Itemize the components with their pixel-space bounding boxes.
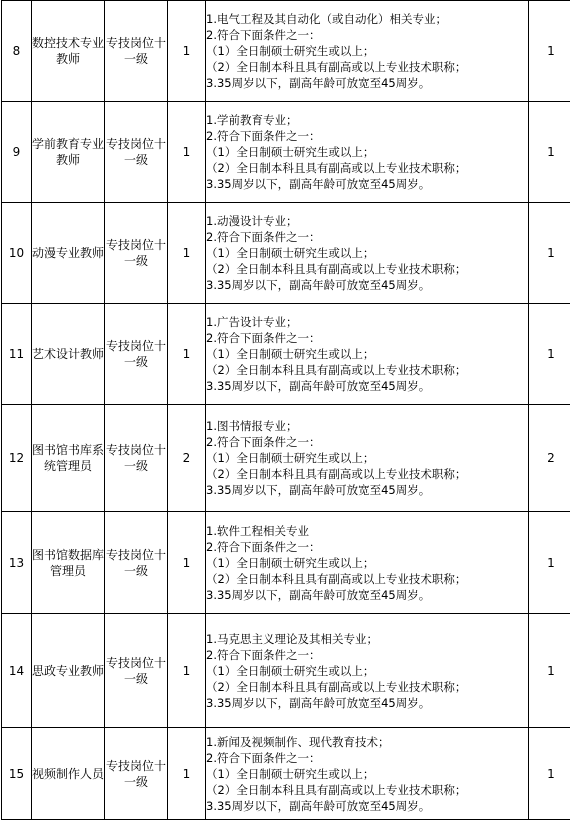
table-body [2,1,570,820]
requirement-line: （1）全日制硕士研究生或以上； [206,44,375,58]
table-row [2,512,570,614]
requirements-cell [206,728,529,820]
total-count: 1 [529,102,570,203]
position-name [32,512,105,614]
requirement-line: 1.图书情报专业； [206,419,298,433]
position-level-text: 专技岗位十一级 [105,758,166,789]
requirement-line: （2）全日制本科且具有副高或以上专业技术职称； [206,161,467,175]
row-index: 10 [2,203,32,304]
requirements-cell [206,405,529,512]
position-level [105,405,168,512]
position-level [105,512,168,614]
position-level-text: 专技岗位十一级 [105,36,166,66]
position-name [32,405,105,512]
position-level [105,203,168,304]
position-level [105,102,168,203]
position-name [32,1,105,102]
hire-count: 1 [168,102,206,203]
row-index: 13 [2,512,32,614]
position-level [105,304,168,405]
table-row [2,203,570,304]
requirement-line: 3.35周岁以下，副高年龄可放宽至45周岁。 [206,798,431,813]
total-count: 1 [529,1,570,102]
hire-count: 1 [168,203,206,304]
requirement-line: 1.马克思主义理论及其相关专业； [206,631,378,646]
requirement-line: （2）全日制本科且具有副高或以上专业技术职称； [206,60,467,74]
total-count: 1 [529,512,570,614]
position-level-text: 专技岗位十一级 [105,547,166,578]
requirement-line: （2）全日制本科且具有副高或以上专业技术职称； [206,363,467,377]
requirement-line: （2）全日制本科且具有副高或以上专业技术职称； [206,679,467,694]
requirement-line: （2）全日制本科且具有副高或以上专业技术职称； [206,782,467,797]
requirement-line: 1.动漫设计专业； [206,214,298,228]
hire-count: 2 [168,405,206,512]
table-row [2,1,570,102]
requirement-line: 1.学前教育专业； [206,113,298,127]
row-index: 12 [2,405,32,512]
position-level [105,614,168,728]
requirement-line: 3.35周岁以下，副高年龄可放宽至45周岁。 [206,177,431,191]
requirement-line: （1）全日制硕士研究生或以上； [206,145,375,159]
hire-count: 1 [168,614,206,728]
requirements-cell [206,614,529,728]
requirement-line: 3.35周岁以下，副高年龄可放宽至45周岁。 [206,379,431,393]
requirement-line: 3.35周岁以下，副高年龄可放宽至45周岁。 [206,76,431,90]
row-index: 8 [2,1,32,102]
row-index: 15 [2,728,32,820]
hire-count: 1 [168,304,206,405]
requirement-line: 2.符合下面条件之一： [206,28,321,42]
position-level [105,728,168,820]
requirement-line: （2）全日制本科且具有副高或以上专业技术职称； [206,467,467,481]
requirements-cell [206,1,529,102]
position-name [32,304,105,405]
position-level-text: 专技岗位十一级 [105,443,166,473]
position-name-text: 数控技术专业教师 [32,36,105,66]
requirement-line: 2.符合下面条件之一： [206,539,321,554]
position-name-text: 学前教育专业教师 [32,137,105,167]
requirement-line: 3.35周岁以下，副高年龄可放宽至45周岁。 [206,695,431,710]
table-row [2,728,570,820]
requirement-line: （1）全日制硕士研究生或以上； [206,347,375,361]
table-row [2,405,570,512]
requirement-line: （2）全日制本科且具有副高或以上专业技术职称； [206,262,467,276]
row-index: 9 [2,102,32,203]
hire-count: 1 [168,1,206,102]
requirement-line: （1）全日制硕士研究生或以上； [206,555,375,570]
requirement-line: 1.新闻及视频制作、现代教育技术； [206,734,390,749]
position-name-text: 思政专业教师 [32,663,105,678]
hire-count: 1 [168,512,206,614]
total-count: 1 [529,304,570,405]
position-name-text: 视频制作人员 [32,766,105,781]
table-row [2,304,570,405]
requirement-line: 3.35周岁以下，副高年龄可放宽至45周岁。 [206,278,431,292]
position-level-text: 专技岗位十一级 [105,238,166,268]
total-count: 1 [529,614,570,728]
requirement-line: 1.软件工程相关专业 [206,523,309,538]
requirement-line: （1）全日制硕士研究生或以上； [206,246,375,260]
position-name [32,614,105,728]
requirement-line: （1）全日制硕士研究生或以上； [206,451,375,465]
position-name-text: 艺术设计教师 [32,347,105,361]
requirement-line: 2.符合下面条件之一： [206,230,321,244]
row-index: 11 [2,304,32,405]
hire-count: 1 [168,728,206,820]
requirement-line: 2.符合下面条件之一： [206,331,321,345]
total-count: 2 [529,405,570,512]
requirement-line: 1.电气工程及其自动化（或自动化）相关专业； [206,12,447,26]
requirements-cell [206,102,529,203]
requirement-line: 3.35周岁以下，副高年龄可放宽至45周岁。 [206,483,431,497]
position-name [32,203,105,304]
requirement-line: 2.符合下面条件之一： [206,750,321,765]
requirement-line: （1）全日制硕士研究生或以上； [206,766,375,781]
position-level [105,1,168,102]
requirement-line: （2）全日制本科且具有副高或以上专业技术职称； [206,571,467,586]
total-count: 1 [529,728,570,820]
position-name-text: 动漫专业教师 [32,246,105,260]
position-name [32,102,105,203]
total-count: 1 [529,203,570,304]
requirements-cell [206,304,529,405]
requirement-line: 2.符合下面条件之一： [206,647,321,662]
recruitment-table [1,0,570,820]
requirements-cell [206,512,529,614]
requirements-cell [206,203,529,304]
table-row [2,102,570,203]
position-level-text: 专技岗位十一级 [105,339,166,369]
position-name-text: 图书馆书库系统管理员 [32,443,105,473]
row-index: 14 [2,614,32,728]
requirement-line: 1.广告设计专业； [206,315,298,329]
requirement-line: 3.35周岁以下，副高年龄可放宽至45周岁。 [206,587,431,602]
position-name-text: 图书馆数据库管理员 [32,547,105,578]
position-level-text: 专技岗位十一级 [105,137,166,167]
requirement-line: （1）全日制硕士研究生或以上； [206,663,375,678]
requirement-line: 2.符合下面条件之一： [206,129,321,143]
table-row [2,614,570,728]
position-name [32,728,105,820]
position-level-text: 专技岗位十一级 [105,655,166,686]
requirement-line: 2.符合下面条件之一： [206,435,321,449]
